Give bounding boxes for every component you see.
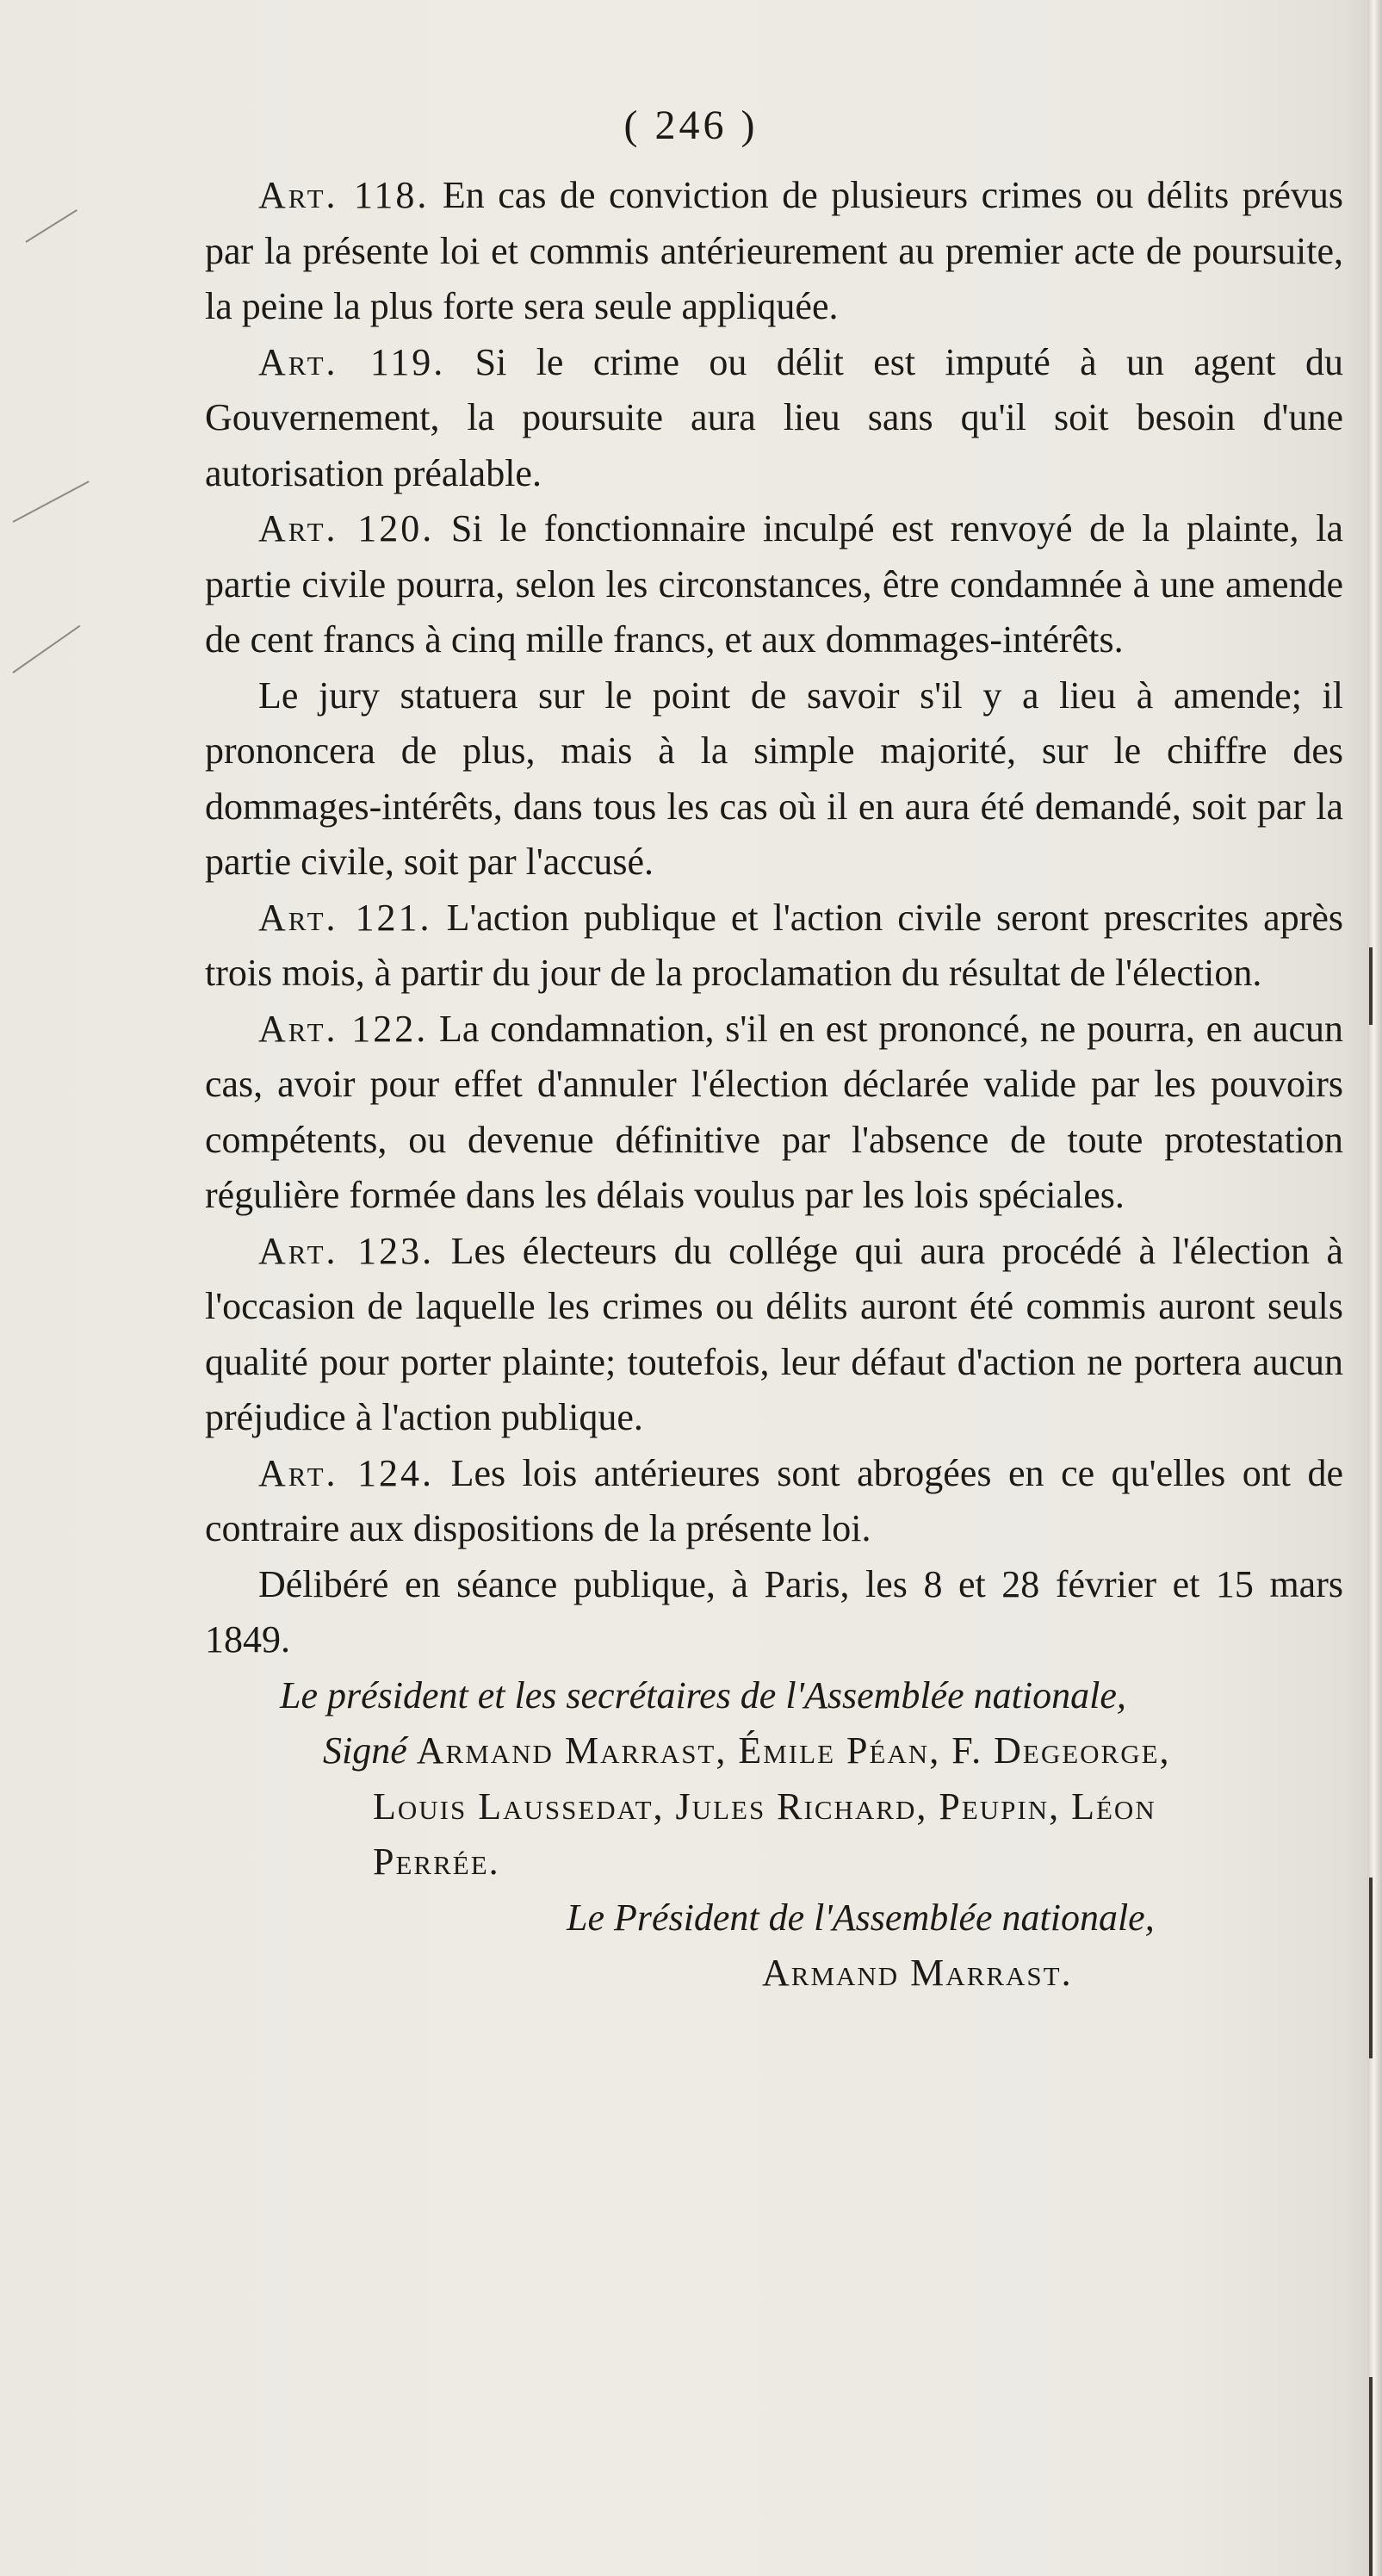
signatories-heading: Le président et les secrétaires de l'Assemblée nationale,	[280, 1673, 1126, 1716]
president-heading: Le Président de l'Assemblée nationale,	[567, 1896, 1155, 1939]
page-gutter	[1367, 0, 1382, 2576]
paragraph-body: Le jury statuera sur le point de savoir s'il y a lieu à amende; il prononcera de plus, mais à la simple majorité, sur le chiffre des dommages-intérêts, dans tous les cas où il en aura été demandé, soit par la partie civile, soit par l'accusé.	[205, 673, 1343, 883]
signature-line-3: Perrée.	[373, 1840, 500, 1883]
signature-line-1	[205, 1723, 1343, 1779]
article-label: Art. 120.	[258, 507, 435, 549]
article-body: La condamnation, s'il en est prononcé, ne pourra, en aucun cas, avoir pour effet d'annuler l'élection déclarée valide par les pouvoirs compétents, ou devenue définitive par l'absence de toute protestation régulière formée dans les délais voulus par les lois spéciales.	[205, 1007, 1343, 1216]
article-121	[205, 891, 1343, 1002]
article-body: Les électeurs du collége qui aura procédé à l'élection à l'occasion de laquelle les crimes ou délits auront été commis auront seuls qualité pour porter plainte; toutefois, leur défaut d'action ne portera aucun préjudice à l'action publique.	[205, 1229, 1344, 1438]
spine-shadow	[1369, 1878, 1373, 2058]
article-label: Art. 119.	[258, 340, 446, 383]
spine-shadow	[1369, 947, 1373, 1025]
pencil-margin-mark	[25, 209, 77, 243]
pencil-margin-mark	[13, 481, 90, 523]
article-label: Art. 122.	[258, 1007, 429, 1050]
article-119	[205, 335, 1343, 502]
spine-shadow	[1369, 2377, 1373, 2576]
article-123	[205, 1224, 1343, 1446]
article-120-continued	[205, 668, 1343, 891]
article-124	[205, 1446, 1343, 1557]
text-block	[205, 168, 1343, 2002]
article-label: Art. 121.	[258, 896, 432, 939]
pencil-margin-mark	[12, 625, 80, 673]
article-122	[205, 1002, 1343, 1224]
signatory-names: Armand Marrast, Émile Péan, F. Degeorge,	[416, 1729, 1171, 1772]
president-name: Armand Marrast.	[762, 1952, 1073, 1994]
paragraph-body: Délibéré en séance publique, à Paris, les 8 et 28 février et 15 mars 1849.	[205, 1562, 1343, 1660]
article-label: Art. 123.	[258, 1229, 435, 1272]
signature-line-2: Louis Laussedat, Jules Richard, Peupin, Léon	[373, 1785, 1156, 1828]
article-body: En cas de conviction de plusieurs crimes ou délits prévus par la présente loi et commis antérieurement au premier acte de poursuite, la peine la plus forte sera seule appliquée.	[205, 174, 1343, 327]
article-body: Les lois antérieures sont abrogées en ce qu'elles ont de contraire aux dispositions de la présente loi.	[205, 1451, 1344, 1549]
article-body: L'action publique et l'action civile seront prescrites après trois mois, à partir du jour de la proclamation du résultat de l'élection.	[205, 896, 1344, 994]
article-label: Art. 124.	[258, 1451, 435, 1494]
article-118	[205, 168, 1343, 335]
deliberation-paragraph	[205, 1557, 1343, 1668]
signed-word: Signé	[323, 1729, 407, 1772]
article-body: Si le fonctionnaire inculpé est renvoyé de la plainte, la partie civile pourra, selon les circonstances, être condamnée à une amende de cent francs à cinq mille francs, et aux dommages-intérêts.	[205, 507, 1344, 661]
article-body: Si le crime ou délit est imputé à un agent du Gouvernement, la poursuite aura lieu sans qu'il soit besoin d'une autorisation préalable.	[205, 340, 1343, 494]
article-120	[205, 501, 1343, 668]
article-label: Art. 118.	[258, 174, 430, 216]
page-number: ( 246 )	[623, 102, 759, 148]
